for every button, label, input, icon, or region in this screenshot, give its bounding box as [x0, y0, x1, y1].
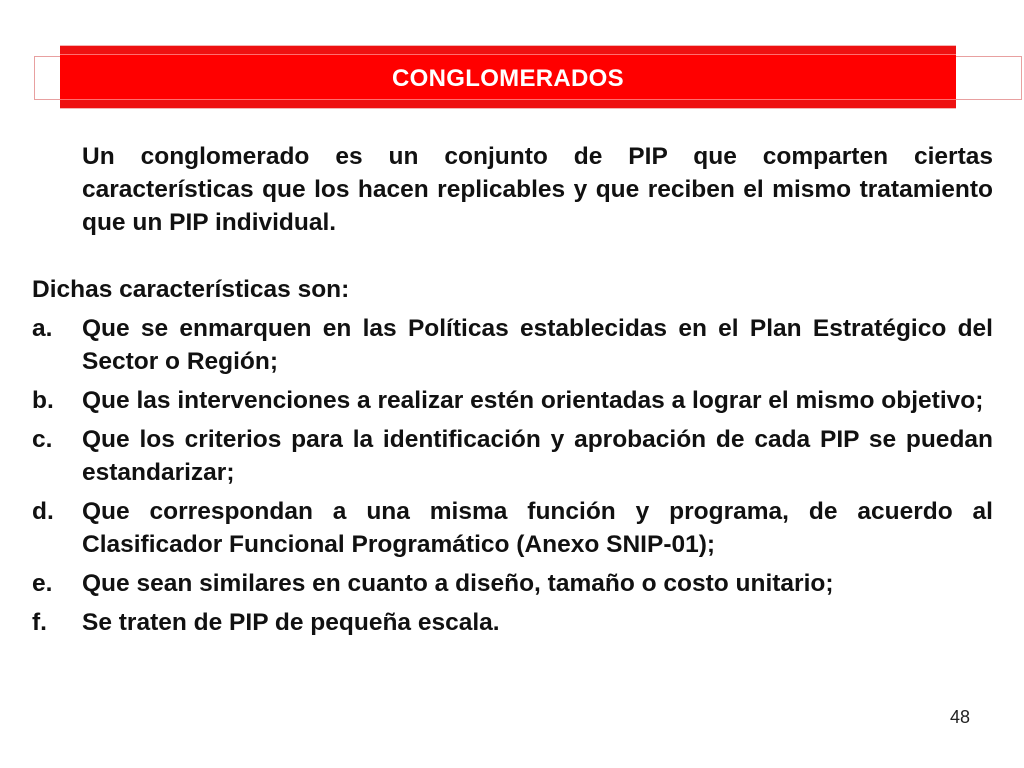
list-lead: Dichas características son:: [32, 276, 350, 303]
list-marker: c.: [32, 426, 53, 453]
title-bar: [60, 45, 956, 109]
list-item-text: Se traten de PIP de pequeña escala.: [82, 609, 500, 636]
list-item-c: [32, 423, 993, 489]
list-item-f: [32, 606, 993, 639]
slide-title: CONGLOMERADOS: [392, 65, 624, 92]
intro-paragraph: Un conglomerado es un conjunto de PIP que comparten ciertas características que los hacen replicables y que reciben el mismo tratamiento que un PIP individual.: [82, 143, 993, 236]
list-marker: f.: [32, 609, 47, 636]
list-marker: a.: [32, 315, 53, 342]
list-item-text: Que se enmarquen en las Políticas establecidas en el Plan Estratégico del Sector o Región;: [82, 315, 993, 375]
list-item-a: [32, 312, 993, 378]
list-item-text: Que las intervenciones a realizar estén orientadas a lograr el mismo objetivo;: [82, 387, 984, 414]
title-bar-inner: [60, 54, 956, 100]
list-marker: e.: [32, 570, 53, 597]
list-item-text: Que sean similares en cuanto a diseño, tamaño o costo unitario;: [82, 570, 834, 597]
list-item-text: Que los criterios para la identificación y aprobación de cada PIP se puedan estandarizar;: [82, 426, 993, 486]
list-marker: d.: [32, 498, 54, 525]
list-marker: b.: [32, 387, 54, 414]
slide-content: [32, 140, 993, 645]
page-number: 48: [949, 707, 970, 727]
list-item-e: [32, 567, 993, 600]
list-item-b: [32, 384, 993, 417]
list-item-d: [32, 495, 993, 561]
list-item-text: Que correspondan a una misma función y programa, de acuerdo al Clasificador Funcional Programático (Anexo SNIP-01);: [82, 498, 993, 558]
